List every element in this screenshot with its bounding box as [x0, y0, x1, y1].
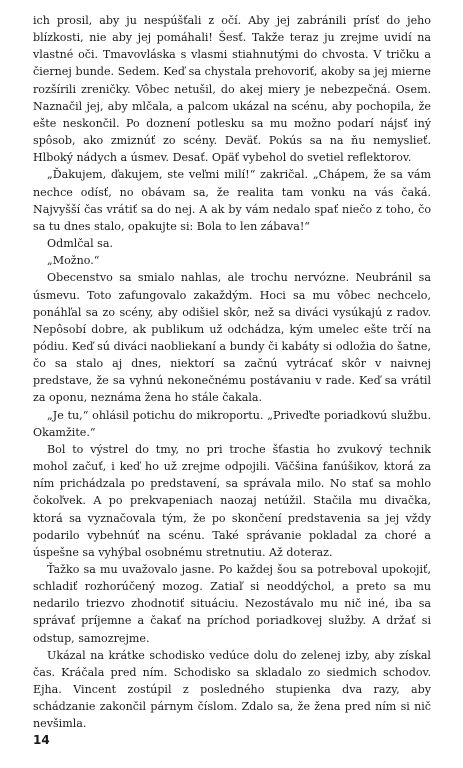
paragraph: Ťažko sa mu uvažovalo jasne. Po každej šou sa potreboval upokojiť, schladiť rozhorúčený mozog. Zatiaľ si neoddýchol, a preto sa mu nedarilo triezvo zhodnotiť situáciu. Nezostávalo mu nič iné, iba sa správať príjemne a čakať na príchod poriadkovej služby. A držať si odstup, samozrejme. [33, 563, 431, 645]
paragraph: „Možno.“ [47, 254, 100, 268]
paragraph: Obecenstvo sa smialo nahlas, ale trochu nervózne. Neubránil sa úsmevu. Toto zafungovalo zakaždým. Hoci sa mu vôbec nechcelo, ponáhľal sa zo scény, aby odišiel skôr, než sa diváci vysúkajú z radov. Nepôsobí dobre, ak publikum už odchádza, kým umelec ešte trčí na pódiu. Keď sú diváci naobliekaní a bundy či kabáty si odložia do šatne, čo sa stalo aj dnes, niektorí sa začnú vytrácať skôr v naivnej predstave, že sa vyhnú nekonečnému postávaniu v rade. Keď sa vrátil za oponu, neznáma žena ho stále čakala. [33, 271, 431, 405]
paragraph: Ukázal na krátke schodisko vedúce dolu do zelenej izby, aby získal čas. Kráčala pred ním. Schodisko sa skladalo zo siedmich schodov. Ejha. Vincent zostúpil z posledného stupienka dva razy, aby schádzanie zakončil párnym číslom. Zdalo sa, že žena pred ním si nič nevšimla. [33, 648, 431, 731]
paragraph: Bol to výstrel do tmy, no pri troche šťastia ho zvukový technik mohol začuť, i keď ho už zrejme odpojili. Väčšina fanúšikov, ktorá za ním prichádzala po predstavení, sa správala milo. No stať sa mohlo čokoľvek. A po prekvapeniach naozaj netúžil. Stačila mu divačka, ktorá sa vyznačovala tým, že po skončení predstavenia sa jej vždy podarilo vybehnúť na scénu. Také správanie pokladal za choré a úspešne sa vyhýbal osobnému stretnutiu. Až doteraz. [33, 442, 431, 559]
paragraph: Odmlčal sa. [47, 237, 113, 251]
paragraph: „Je tu,“ ohlásil potichu do mikroportu. „Priveďte poriadkovú službu. Okamžite.“ [33, 408, 431, 439]
paragraph: ich prosil, aby ju nespúšťali z očí. Aby jej zabránili prísť do jeho blízkosti, nie aby jej pomáhali! Šesť. Takže teraz ju zrejme uvidí na vlastné oči. Tmavovláska s vlasmi stiahnutými do chvosta. V tričku a čiernej bunde. Sedem. Keď sa chystala prehovoriť, akoby sa jej mierne rozšírili zreničky. Vôbec netušil, do akej miery je nebezpečná. Osem. Naznačil jej, aby mlčala, a palcom ukázal na scénu, aby pochopila, že ešte neskončil. Po doznení potlesku sa mu možno podarí nájsť iný spôsob, ako zmiznúť zo scény. Deväť. Pokús sa na ňu nemyslieť. Hlboký nádych a úsmev. Desať. Opäť vybehol do svetiel reflektorov. [33, 14, 431, 165]
page-number: 14 [33, 733, 50, 747]
page-body [33, 12, 431, 733]
paragraph: „Ďakujem, ďakujem, ste veľmi milí!“ zakričal. „Chápem, že sa vám nechce odísť, no obávam sa, že realita tam vonku na vás čaká. Najvyšší čas vrátiť sa do nej. A ak by vám nedalo spať niečo z toho, čo sa tu dnes stalo, opakujte si: Bola to len zábava!“ [33, 168, 431, 233]
